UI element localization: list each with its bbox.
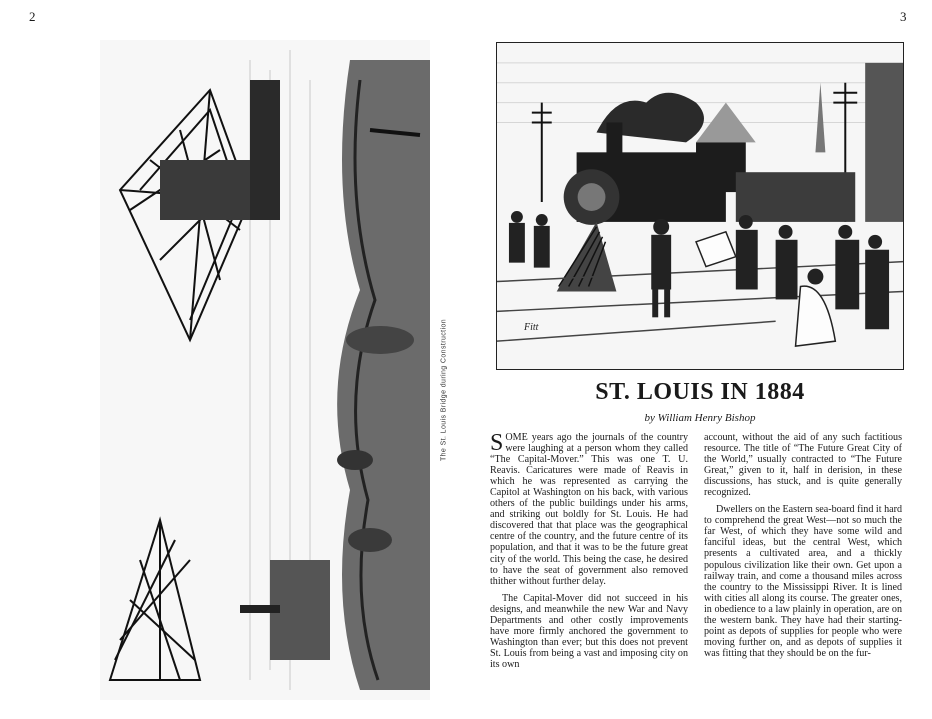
artist-signature: Fitt xyxy=(524,322,539,333)
page-number-left: 2 xyxy=(29,9,36,24)
article-title: ST. LOUIS IN 1884 xyxy=(595,379,805,405)
paragraph: Dwellers on the Eastern sea-board find it hard to comprehend the great West—not so much the far West, of which they have some wild and fanciful ideas, but the central West, which presents a cultivated area, and a thickly populous civilization like their own. Get upon a railway train, and come a thousand miles across the country to the Mississippi River. It is lined with cities all along its course. The greater ones, in obedience to a law plainly in operation, are on the western bank. They have had their starting-point as depots of supplies for people who were moving further on, and as depots of supplies it was fitting that they should be on the fur- xyxy=(704,504,902,659)
bridge-construction-icon xyxy=(100,40,430,700)
train-station-icon xyxy=(497,43,903,369)
paragraph-text: OME years ago the journals of the country were laughing at a person whom they called “The Capital-Mover.” This was one T. U. Reavis. Caricatures were made of Reavis in which he was represented as carrying the Capitol at Washington on his back, with various others of the public buildings under his arms, and striking out boldly for St. Louis. He had discovered that that place was the geographical centre of the country, and the future centre of its population, and that it was to be the future great city of the world. This being the case, he desired to have the seat of government also removed thither without further delay. xyxy=(490,432,688,587)
article-column-left xyxy=(490,432,688,702)
illustration-caption: The St. Louis Bridge during Construction xyxy=(440,318,448,462)
page-number-right: 3 xyxy=(900,9,907,24)
paragraph xyxy=(490,432,688,587)
train-station-crowd-illustration xyxy=(496,42,904,370)
paragraph: account, without the aid of any such factitious resource. The title of “The Future Great City of the World,” usually contracted to “The Future Great,” given to it, half in derision, in these discussions, has stuck, and is quite generally recognized. xyxy=(704,432,902,499)
article-column-right xyxy=(704,432,902,702)
article-byline: by William Henry Bishop xyxy=(644,412,756,424)
paragraph: The Capital-Mover did not succeed in his designs, and meanwhile the new War and Navy Departments and other costly improvements have more firmly anchored the government to Washington than ever; but this does not prevent St. Louis from being a vast and imposing city on its own xyxy=(490,592,688,670)
drop-cap: S xyxy=(490,430,504,456)
bridge-construction-illustration xyxy=(100,40,430,700)
